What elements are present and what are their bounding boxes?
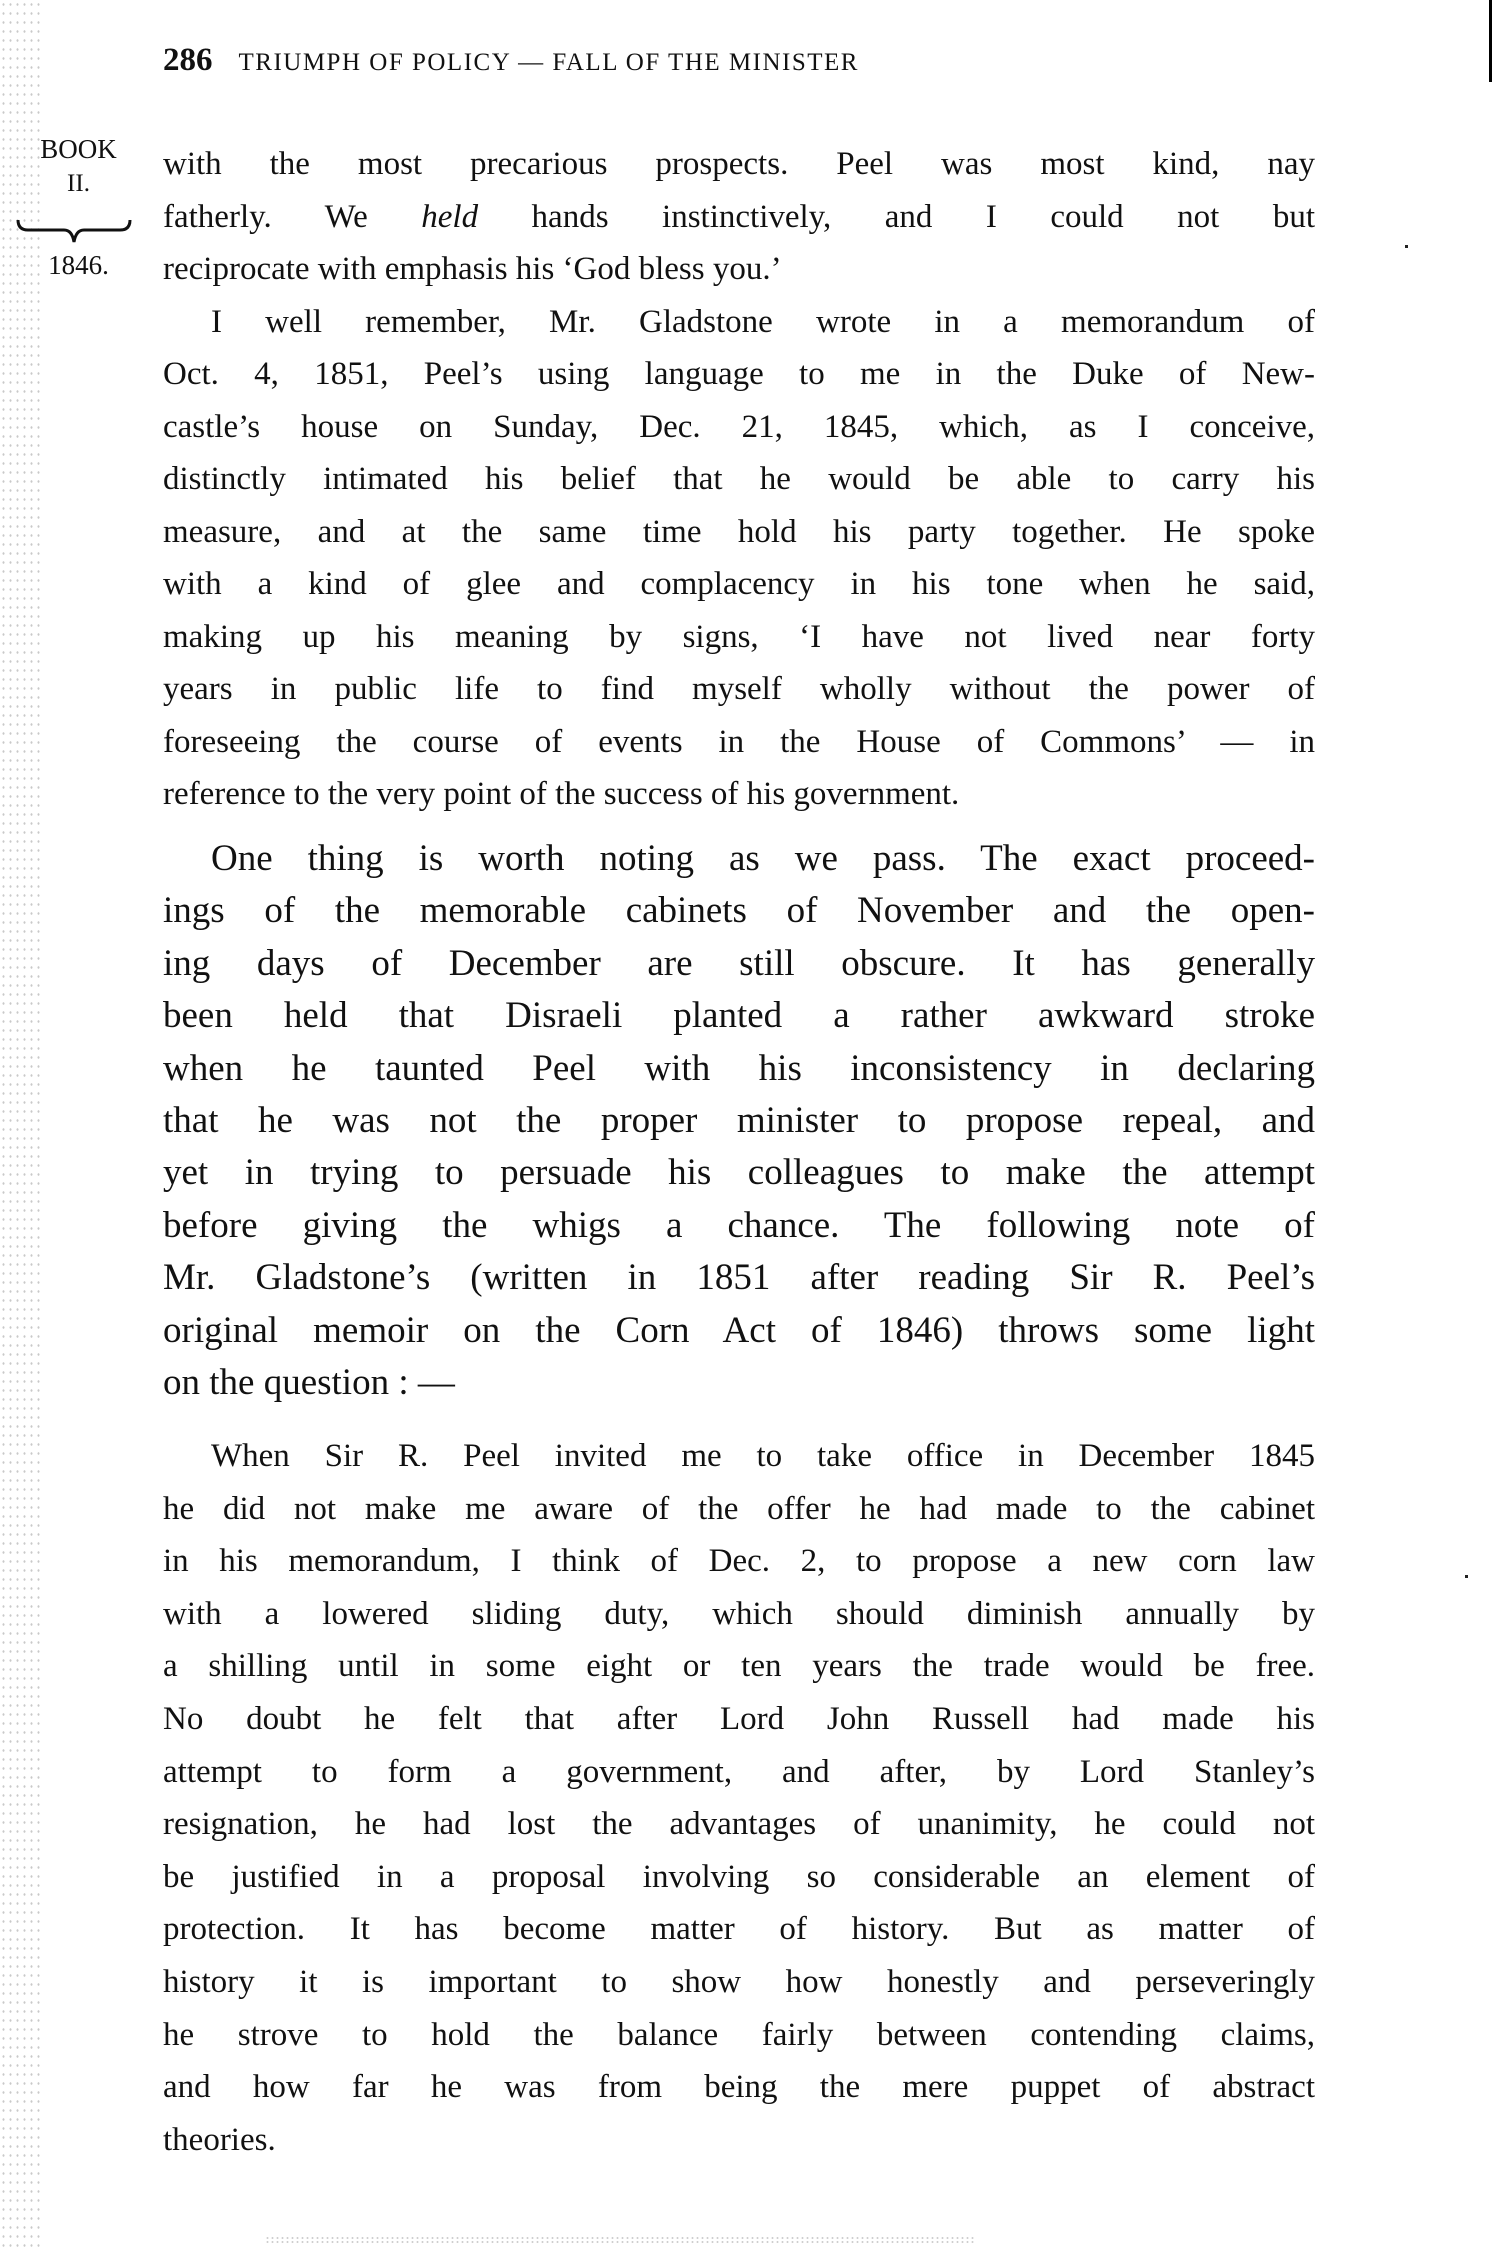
running-title: TRIUMPH OF POLICY — FALL OF THE MINISTER xyxy=(238,49,859,76)
text-line: on the question : — xyxy=(163,1362,455,1403)
text-line: Oct. 4, 1851, Peel’s using language to me in the Duke of New- xyxy=(163,356,1315,392)
text-line: be justified in a proposal involving so considerable an element of xyxy=(163,1858,1315,1895)
text-line: he strove to hold the balance fairly between contending claims, xyxy=(163,2016,1315,2053)
scan-speck xyxy=(1465,1575,1468,1578)
text-line: when he taunted Peel with his inconsistency in declaring xyxy=(163,1047,1315,1089)
text-line: ings of the memorable cabinets of November and the open- xyxy=(163,890,1315,932)
text-line: One thing is worth noting as we pass. The exact proceed- xyxy=(211,838,1315,879)
text-line: that he was not the proper minister to propose repeal, and xyxy=(163,1100,1315,1141)
text-line: with a lowered sliding duty, which should diminish annually by xyxy=(163,1595,1315,1632)
text-line: and how far he was from being the mere puppet of abstract xyxy=(163,2069,1315,2106)
running-header xyxy=(163,42,859,79)
page-number: 286 xyxy=(163,42,213,78)
text-line: distinctly intimated his belief that he would be able to carry his xyxy=(163,461,1315,497)
text-line: reciprocate with emphasis his ‘God bless you.’ xyxy=(163,251,782,287)
scan-footer-noise xyxy=(265,2236,975,2244)
text-line: a shilling until in some eight or ten years the trade would be free. xyxy=(163,1648,1315,1685)
brace-icon xyxy=(14,218,134,252)
scan-speck xyxy=(1405,245,1408,248)
text-line: resignation, he had lost the advantages of unanimity, he could not xyxy=(163,1806,1315,1843)
text-line: been held that Disraeli planted a rather awkward stroke xyxy=(163,995,1315,1037)
text-line: protection. It has become matter of history. But as matter of xyxy=(163,1911,1315,1948)
margin-note-volume: II. xyxy=(67,170,90,197)
text-line: reference to the very point of the success of his government. xyxy=(163,776,960,812)
text-line: history it is important to show how honestly and perseveringly xyxy=(163,1964,1315,2000)
text-line: foreseeing the course of events in the House of Commons’ — in xyxy=(163,723,1315,760)
text-line: theories. xyxy=(163,2121,276,2158)
page-edge-line xyxy=(1489,0,1492,82)
text-line: measure, and at the same time hold his party together. He spoke xyxy=(163,513,1315,550)
text-line: I well remember, Mr. Gladstone wrote in a memorandum of xyxy=(211,303,1315,340)
text-line: No doubt he felt that after Lord John Russell had made his xyxy=(163,1701,1315,1737)
text-line: he did not make me aware of the offer he had made to the cabinet xyxy=(163,1490,1315,1527)
margin-note-year: 1846. xyxy=(48,250,109,280)
text-line: When Sir R. Peel invited me to take office in December 1845 xyxy=(211,1438,1315,1474)
text-line: in his memorandum, I think of Dec. 2, to propose a new corn law xyxy=(163,1543,1315,1580)
text-line: yet in trying to persuade his colleagues to make the attempt xyxy=(163,1152,1315,1194)
text-line: ing days of December are still obscure. It has generally xyxy=(163,942,1315,984)
text-line: with the most precarious prospects. Peel was most kind, nay xyxy=(163,146,1315,182)
text-line: before giving the whigs a chance. The following note of xyxy=(163,1204,1315,1246)
text-line: fatherly. We held hands instinctively, and I could not but xyxy=(163,198,1315,235)
emphasis: held xyxy=(421,198,479,235)
scan-edge-noise xyxy=(0,0,40,2251)
text-line: original memoir on the Corn Act of 1846) throws some light xyxy=(163,1309,1315,1351)
text-line: Mr. Gladstone’s (written in 1851 after reading Sir R. Peel’s xyxy=(163,1257,1315,1299)
margin-note-book: BOOK xyxy=(40,134,117,164)
text-line: years in public life to find myself wholly without the power of xyxy=(163,671,1315,707)
text-line: attempt to form a government, and after, by Lord Stanley’s xyxy=(163,1753,1315,1790)
text-line: with a kind of glee and complacency in his tone when he said, xyxy=(163,566,1315,602)
text-line: making up his meaning by signs, ‘I have not lived near forty xyxy=(163,618,1315,655)
text-line: castle’s house on Sunday, Dec. 21, 1845, which, as I conceive, xyxy=(163,408,1315,445)
